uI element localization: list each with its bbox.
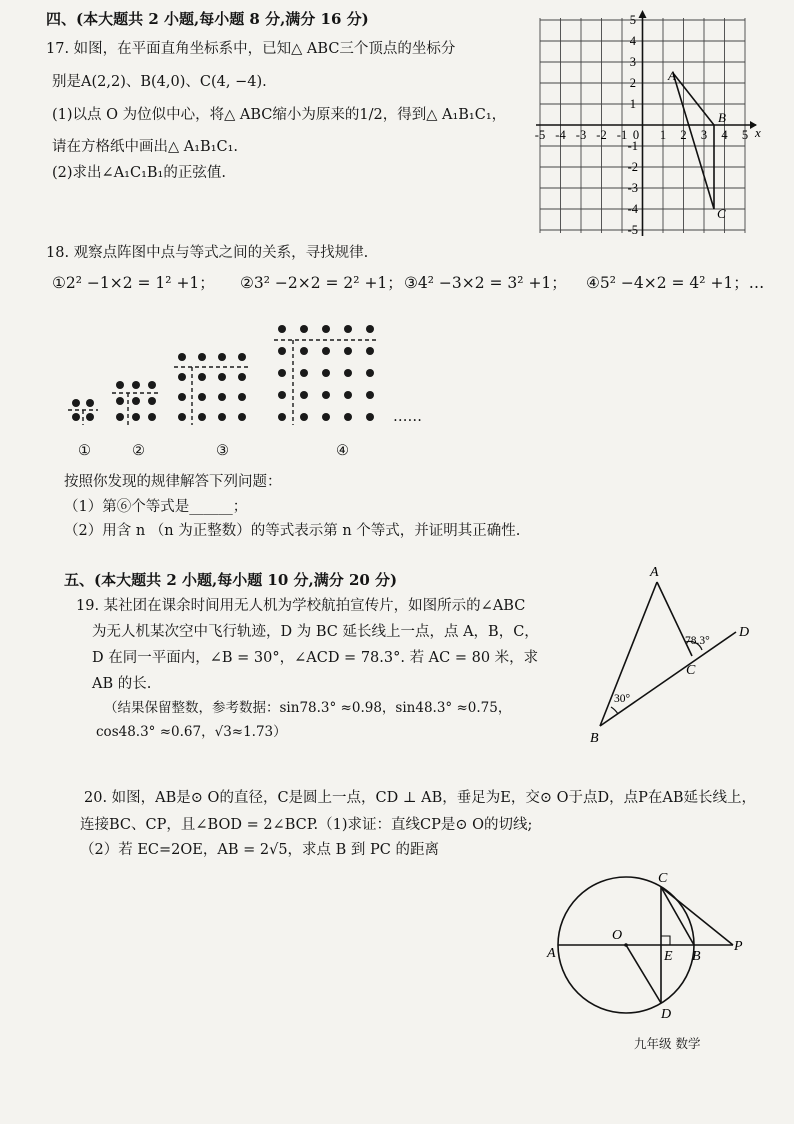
q17-coordinate-grid: [528, 8, 768, 240]
q20-label-c: C: [658, 871, 668, 886]
label-c: C: [717, 206, 726, 221]
lattice-dot: [344, 347, 352, 355]
q18-part2: （2）用含 n （n 为正整数）的等式表示第 n 个等式，并证明其正确性.: [64, 523, 521, 539]
q20-label-o: O: [612, 928, 623, 943]
lattice-dot: [300, 391, 308, 399]
triangle-abc: [673, 73, 714, 209]
q19-line5: （结果保留整数，参考数据：sin78.3° ≈0.98，sin48.3° ≈0.75，: [104, 700, 512, 716]
y-tick: 2: [629, 76, 636, 90]
lattice-dot: [198, 413, 206, 421]
label-a: A: [668, 68, 676, 83]
y-tick: -5: [627, 223, 638, 237]
x-axis-label: x: [755, 125, 761, 140]
lattice-dot: [344, 391, 352, 399]
lattice-dot: [198, 393, 206, 401]
x-tick-labels: [535, 128, 748, 142]
x-tick: -4: [555, 128, 566, 142]
q17-line3: (1)以点 O 为位似中心，将△ ABC缩小为原来的1/2，得到△ A₁B₁C₁，: [52, 107, 507, 123]
lattice-dot: [178, 413, 186, 421]
lattice-dot: [322, 391, 330, 399]
x-tick: -3: [575, 128, 587, 142]
lattice-dot: [366, 391, 374, 399]
q19-label-b: B: [590, 731, 599, 746]
lattice-dot: [344, 325, 352, 333]
q20-line1: 20. 如图，AB是⊙ O的直径，C是圆上一点，CD ⊥ AB，垂足为E，交⊙ O于点D，点P在AB延长线上，: [84, 790, 756, 806]
lattice-dot: [278, 325, 286, 333]
q17-line1: 17. 如图，在平面直角坐标系中，已知△ ABC三个顶点的坐标分: [46, 41, 456, 57]
q19-label-c: C: [686, 663, 696, 678]
y-tick: 1: [629, 97, 636, 111]
x-tick: 2: [680, 128, 687, 142]
q18-dot-lattice: [66, 305, 406, 425]
lattice-dot: [322, 369, 330, 377]
q19-angle-c: 78.3°: [685, 635, 710, 647]
q19-line1: 19. 某社团在课余时间用无人机为学校航拍宣传片，如图所示的∠ABC: [76, 598, 526, 614]
y-tick: 5: [629, 13, 636, 27]
lattice-dot: [132, 397, 140, 405]
lattice-dot: [322, 347, 330, 355]
q17-line4: 请在方格纸中画出△ A₁B₁C₁.: [52, 139, 239, 155]
fig-label-4: ④: [336, 443, 349, 459]
lattice-dot: [72, 399, 80, 407]
lattice-dot: [132, 381, 140, 389]
lattice-dot: [238, 373, 246, 381]
q19-line6: cos48.3° ≈0.67，√3≈1.73）: [96, 724, 287, 740]
q18-line1: 18. 观察点阵图中点与等式之间的关系，寻找规律.: [46, 245, 369, 261]
label-b: B: [718, 110, 726, 125]
lattice-dot: [366, 413, 374, 421]
y-tick: 4: [629, 34, 636, 48]
y-tick: -2: [627, 160, 638, 174]
lattice-dot: [300, 325, 308, 333]
q20-label-a: A: [547, 946, 556, 961]
lattice-dot: [86, 399, 94, 407]
q18-eq4: ④5² −4×2 = 4² +1；…: [586, 274, 765, 292]
lattice-dot: [132, 413, 140, 421]
q18-prompt: 按照你发现的规律解答下列问题：: [64, 474, 282, 490]
fig-label-2: ②: [132, 443, 145, 459]
q20-label-e: E: [664, 949, 673, 964]
q19-line2: 为无人机某次空中飞行轨迹，D 为 BC 延长线上一点，点 A，B，C，: [92, 624, 539, 640]
q18-eq3: ③4² −3×2 = 3² +1；: [404, 274, 567, 292]
y-tick: 3: [629, 55, 636, 69]
lattice-dot: [322, 325, 330, 333]
lattice-dot: [344, 369, 352, 377]
lattice-dot: [148, 397, 156, 405]
q19-label-d: D: [739, 625, 750, 640]
lattice-dot: [366, 369, 374, 377]
lattice-dot: [366, 347, 374, 355]
lattice-dot: [218, 373, 226, 381]
section4-heading: 四、(本大题共 2 小题,每小题 8 分,满分 16 分): [46, 10, 369, 28]
lattice-dot: [300, 413, 308, 421]
lattice-dot: [278, 391, 286, 399]
lattice-dot: [86, 413, 94, 421]
lattice-dot: [116, 413, 124, 421]
lattice-dot: [218, 393, 226, 401]
lattice-dot: [178, 353, 186, 361]
x-tick: 4: [721, 128, 728, 142]
q17-line2: 别是A(2,2)、B(4,0)、C(4, −4).: [52, 74, 267, 90]
lattice-dot: [300, 369, 308, 377]
x-tick: 0: [632, 128, 640, 142]
lattice-dot: [366, 325, 374, 333]
lattice-dot: [148, 413, 156, 421]
q20-label-b: B: [692, 949, 701, 964]
q19-label-a: A: [650, 565, 659, 580]
lattice-dot: [300, 347, 308, 355]
x-tick: 3: [700, 128, 708, 142]
q18-eq2: ②3² −2×2 = 2² +1；: [240, 274, 403, 292]
x-tick: -2: [596, 128, 607, 142]
q18-eq1: ①2² −1×2 = 1² +1；: [52, 274, 215, 292]
lattice-dot: [238, 393, 246, 401]
q20-label-p: P: [734, 939, 743, 954]
dot-ellipsis: ……: [393, 409, 422, 425]
fig-label-3: ③: [216, 443, 229, 459]
fig-label-1: ①: [78, 443, 91, 459]
lattice-dot: [178, 373, 186, 381]
lattice-dot: [148, 381, 156, 389]
x-tick: -1: [616, 128, 628, 142]
lattice-dot: [344, 413, 352, 421]
y-tick: -3: [627, 181, 638, 195]
lattice-dot: [278, 413, 286, 421]
q20-label-d: D: [661, 1007, 672, 1022]
lattice-dot: [178, 393, 186, 401]
q20-circle-figure: [540, 860, 760, 1030]
q19-line4: AB 的长.: [92, 676, 152, 692]
lattice-dot: [116, 397, 124, 405]
lattice-dot: [238, 353, 246, 361]
lattice-dot: [72, 413, 80, 421]
x-tick: 1: [659, 128, 667, 142]
lattice-dot: [278, 347, 286, 355]
y-tick: -1: [627, 139, 638, 153]
q20-line2: 连接BC、CP，且∠BOD = 2∠BCP.（1)求证：直线CP是⊙ O的切线;: [80, 817, 533, 833]
q18-part1: （1）第⑥个等式是______；: [64, 499, 248, 515]
lattice-dot: [198, 373, 206, 381]
lattice-dot: [198, 353, 206, 361]
footer-text: 九年级 数学: [634, 1036, 701, 1051]
q19-line3: D 在同一平面内，∠B = 30°，∠ACD = 78.3°. 若 AC = 80 米，求: [92, 650, 539, 666]
q20-line3: （2）若 EC=2OE，AB = 2√5，求点 B 到 PC 的距离: [80, 842, 439, 858]
lattice-dot: [218, 353, 226, 361]
lattice-dot: [116, 381, 124, 389]
y-tick: -4: [627, 202, 638, 216]
x-tick: 5: [741, 128, 749, 142]
q19-angle-b: 30°: [614, 693, 631, 705]
lattice-dot: [322, 413, 330, 421]
q19-triangle-figure: [578, 560, 768, 750]
lattice-dot: [278, 369, 286, 377]
section5-heading: 五、(本大题共 2 小题,每小题 10 分,满分 20 分): [64, 571, 398, 589]
q17-line5: (2)求出∠A₁C₁B₁的正弦值.: [52, 165, 226, 181]
x-tick: -5: [534, 128, 546, 142]
lattice-dot: [238, 413, 246, 421]
lattice-dot: [218, 413, 226, 421]
